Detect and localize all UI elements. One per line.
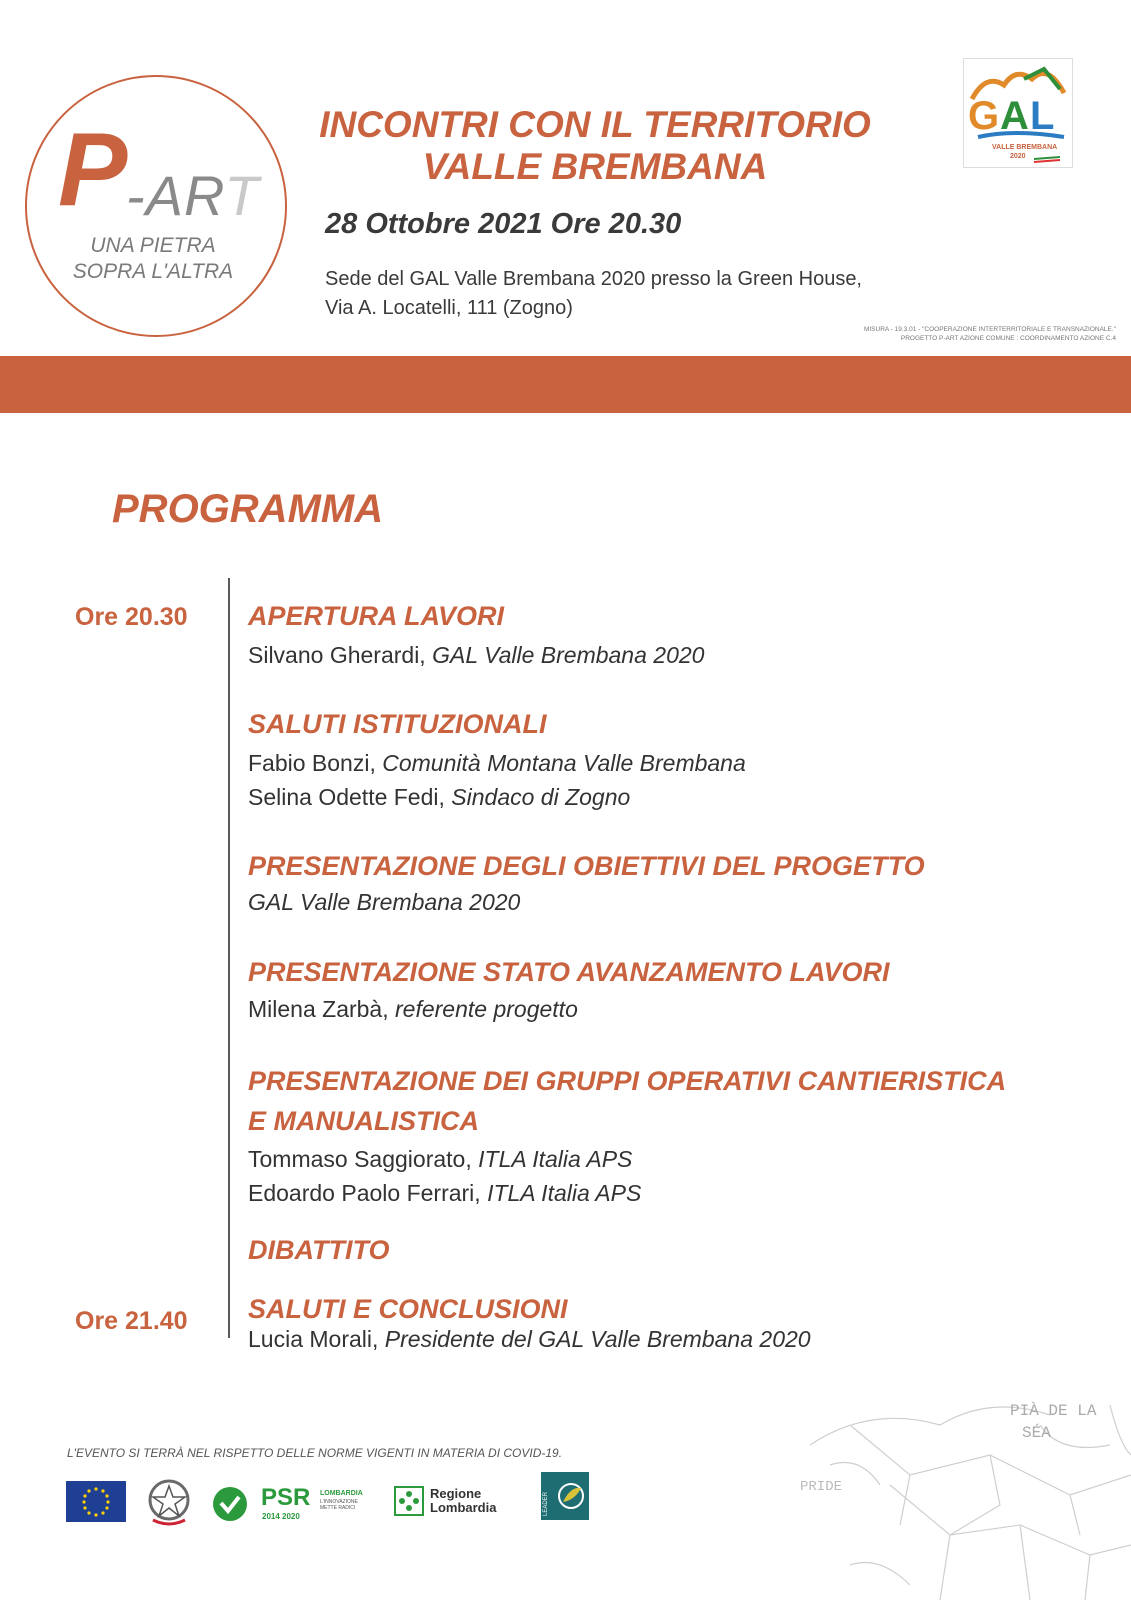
header-band	[0, 356, 1131, 413]
item-speaker: Fabio Bonzi, Comunità Montana Valle Brembana	[248, 750, 746, 776]
regione-lombardia-icon	[394, 1486, 424, 1516]
svg-text:2020: 2020	[1010, 153, 1026, 160]
part-logo-art: -ART	[126, 164, 260, 227]
item-title: DIBATTITO	[248, 1235, 390, 1265]
svg-text:SÉA: SÉA	[1022, 1424, 1051, 1442]
item-title: PRESENTAZIONE STATO AVANZAMENTO LAVORI	[248, 957, 890, 987]
svg-text:A: A	[1000, 94, 1029, 138]
svg-text:PRIDE: PRIDE	[800, 1479, 843, 1495]
stone-wall-sketch	[790, 1385, 1131, 1600]
svg-text:G: G	[968, 94, 1000, 138]
psr-logo-text: PSR	[261, 1484, 311, 1511]
eu-flag-icon	[66, 1481, 126, 1522]
part-logo-subtitle: UNA PIETRA SOPRA L'ALTRA	[72, 234, 234, 283]
regione-lombardia-text: Regione Lombardia	[430, 1486, 497, 1515]
leader-logo-icon	[541, 1472, 589, 1520]
psr-lombardia: LOMBARDIA	[320, 1490, 363, 1497]
item-speaker: Silvano Gherardi, GAL Valle Brembana 2020	[248, 642, 705, 668]
italian-republic-emblem-icon	[145, 1476, 193, 1528]
programma-heading: PROGRAMMA	[112, 487, 384, 531]
svg-text:PIÀ DE LA: PIÀ DE LA	[1010, 1402, 1097, 1420]
item-title: SALUTI E CONCLUSIONI	[248, 1294, 568, 1324]
misura-note: MISURA - 19.3.01 - "COOPERAZIONE INTERTERRITORIALE E TRANSNAZIONALE." PROGETTO P-ART AZIONE COMUNE : COORDINAMENTO AZIONE C.4	[863, 326, 1116, 342]
item-speaker: Edoardo Paolo Ferrari, ITLA Italia APS	[248, 1180, 642, 1206]
psr-tagline: L'INNOVAZIONE METTE RADICI	[320, 1499, 358, 1511]
item-title: E MANUALISTICA	[248, 1106, 479, 1136]
event-date: 28 Ottobre 2021 Ore 20.30	[325, 208, 682, 240]
svg-text:VALLE BREMBANA: VALLE BREMBANA	[992, 144, 1058, 151]
covid-note: L'EVENTO SI TERRÀ NEL RISPETTO DELLE NORME VIGENTI IN MATERIA DI COVID-19.	[67, 1446, 563, 1460]
item-title: PRESENTAZIONE DEGLI OBIETTIVI DEL PROGETTO	[248, 851, 925, 881]
item-title: APERTURA LAVORI	[248, 601, 505, 631]
gal-logo	[963, 58, 1073, 168]
item-speaker: Tommaso Saggiorato, ITLA Italia APS	[248, 1146, 633, 1172]
psr-leaf-icon	[210, 1486, 250, 1522]
svg-text:L: L	[1030, 94, 1055, 138]
timeline-divider	[228, 578, 230, 1338]
item-title: SALUTI ISTITUZIONALI	[248, 709, 547, 739]
part-logo-p: P	[58, 112, 128, 228]
item-speaker: Milena Zarbà, referente progetto	[248, 996, 578, 1022]
item-speaker: GAL Valle Brembana 2020	[248, 889, 521, 915]
psr-years: 2014 2020	[262, 1512, 300, 1521]
svg-text:LEADER: LEADER	[543, 1491, 549, 1516]
item-speaker: Lucia Morali, Presidente del GAL Valle Brembana 2020	[248, 1326, 811, 1352]
time-start: Ore 20.30	[75, 603, 188, 631]
time-end: Ore 21.40	[75, 1307, 188, 1335]
event-venue: Sede del GAL Valle Brembana 2020 presso la Green House, Via A. Locatelli, 111 (Zogno)	[325, 268, 862, 319]
item-title: PRESENTAZIONE DEI GRUPPI OPERATIVI CANTIERISTICA	[248, 1066, 1007, 1096]
event-title: INCONTRI CON IL TERRITORIO VALLE BREMBANA	[319, 104, 871, 187]
item-speaker: Selina Odette Fedi, Sindaco di Zogno	[248, 784, 631, 810]
